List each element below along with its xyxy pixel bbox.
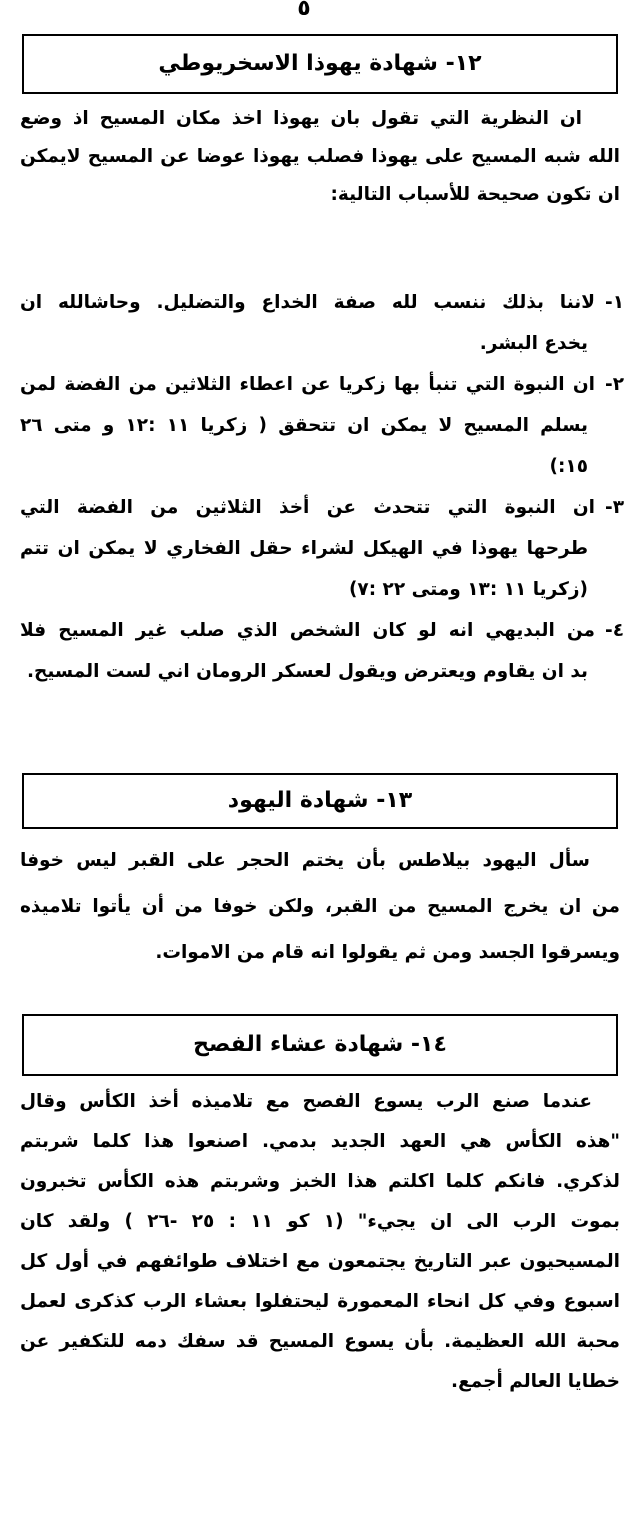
section-13-body	[20, 838, 620, 976]
list-item-line: (زكريا ١١ :١٣ ومتى ٢٢ :٧)	[348, 579, 588, 600]
body-line: من ان يخرج المسيح من القبر، ولكن خوفا من أن يأتوا تلاميذه	[20, 896, 620, 917]
list-item-text: ان النبوة التي تتحدث عن أخذ الثلاثين من الفضة التي	[20, 497, 596, 518]
body-line: عندما صنع الرب يسوع الفصح مع تلاميذه أخذ الكأس وقال	[20, 1091, 592, 1112]
body-line: خطايا العالم أجمع.	[451, 1371, 620, 1392]
section-12-intro	[20, 100, 620, 214]
list-item-number: ٢-	[605, 374, 624, 395]
list-item-line: يسلم المسيح لا يمكن ان تتحقق ( زكريا ١١ :١٢ و متى ٢٦	[20, 415, 588, 436]
list-item	[20, 282, 624, 364]
body-line: المسيحيون عبر التاريخ يجتمعون مع اختلاف طوائفهم في أول كل	[20, 1251, 620, 1272]
section-14-heading	[22, 1014, 618, 1076]
body-line: سأل اليهود بيلاطس بأن يختم الحجر على القبر ليس خوفا	[20, 850, 590, 871]
body-line: اسبوع وفي كل انحاء المعمورة ليحتفلوا بعشاء الرب كذكرى لعمل	[20, 1291, 620, 1312]
intro-line: الله شبه المسيح على يهوذا فصلب يهوذا عوضا عن المسيح لايمكن	[20, 146, 620, 167]
list-item-number: ١-	[605, 292, 624, 313]
page-number: ٥	[297, 0, 311, 21]
list-item-number: ٣-	[605, 497, 624, 518]
list-item	[20, 610, 624, 692]
list-item-text: ان النبوة التي تنبأ بها زكريا عن اعطاء الثلاثين من الفضة لمن	[20, 374, 596, 395]
section-14-heading-text: ١٤- شهادة عشاء الفصح	[193, 1032, 447, 1057]
list-item-number: ٤-	[605, 620, 624, 641]
list-item-text: من البديهي انه لو كان الشخص الذي صلب غير المسيح فلا	[20, 620, 596, 641]
body-line: "هذه الكأس هي العهد الجديد بدمي. اصنعوا هذا كلما شربتم	[20, 1131, 620, 1152]
list-item-first-line	[20, 364, 624, 405]
intro-line: ان النظرية التي تقول بان يهوذا اخذ مكان المسيح اذ وضع	[20, 108, 582, 129]
list-item-first-line	[20, 487, 624, 528]
list-item	[20, 364, 624, 487]
section-13-heading	[22, 773, 618, 829]
intro-line: ان تكون صحيحة للأسباب التالية:	[330, 184, 620, 205]
list-item-line: بد ان يقاوم ويعترض ويقول لعسكر الرومان اني لست المسيح.	[27, 661, 588, 682]
body-line: محبة الله العظيمة. بأن يسوع المسيح قد سفك دمه للتكفير عن	[20, 1331, 620, 1352]
body-line: بموت الرب الى ان يجيء" (١ كو ١١ : ٢٥ -٢٦ ) ولقد كان	[20, 1211, 620, 1232]
list-item-line: يخدع البشر.	[479, 333, 588, 354]
section-13-heading-text: ١٣- شهادة اليهود	[227, 788, 413, 813]
section-12-heading	[22, 34, 618, 94]
list-item-line: ١٥:)	[549, 456, 588, 477]
section-12-reasons-list	[20, 282, 624, 692]
list-item-line: طرحها يهوذا في الهيكل لشراء حقل الفخاري لا يمكن ان تتم	[20, 538, 588, 559]
body-line: ويسرقوا الجسد ومن ثم يقولوا انه قام من الاموات.	[155, 942, 620, 963]
list-item-first-line	[20, 610, 624, 651]
section-12-heading-text: ١٢- شهادة يهوذا الاسخريوطي	[158, 51, 482, 76]
list-item	[20, 487, 624, 610]
body-line: لذكري. فانكم كلما اكلتم هذا الخبز وشربتم هذه الكأس تخبرون	[20, 1171, 620, 1192]
section-14-body	[20, 1082, 620, 1402]
list-item-text: لاننا بذلك ننسب لله صفة الخداع والتضليل. وحاشالله ان	[20, 292, 596, 313]
list-item-first-line	[20, 282, 624, 323]
